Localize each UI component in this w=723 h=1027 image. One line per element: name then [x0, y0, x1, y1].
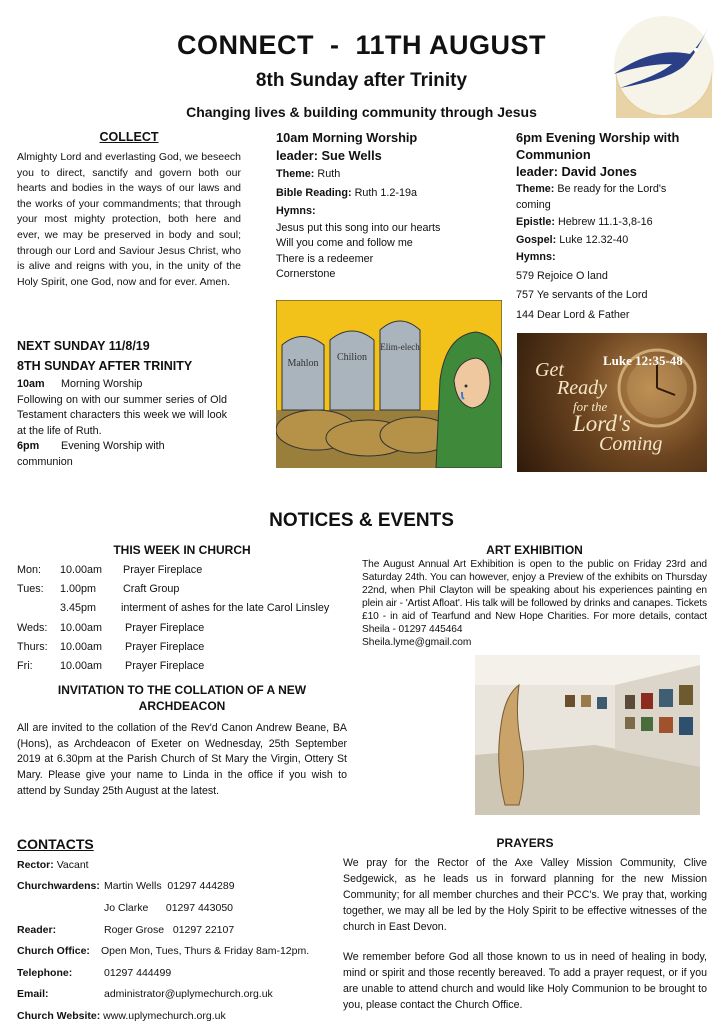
next-sunday-heading: NEXT SUNDAY 11/8/19: [17, 339, 150, 353]
schedule-row: [17, 618, 347, 637]
art-email: Sheila.lyme@gmail.com: [362, 637, 472, 649]
art-text: The August Annual Art Exhibition is open to the public on Friday 23rd and Saturday 24th. You can however, enjoy a Preview of the exhibits on Thursday 22nd, when Phil Clayton will be speaking about his experiences painting en plein air - 'Artist Afloat'. His talk will be followed by drinks and canapes. Tickets £10 - in aid of Tearfund and New Hope Charities. For more details, contact Sheila - 01297 445464: [362, 559, 707, 635]
collect-heading: COLLECT: [99, 130, 159, 144]
schedule-event: Prayer Fireplace: [125, 660, 205, 673]
poster-ref: Luke 12:35-48: [603, 353, 683, 368]
collect-text: Almighty Lord and everlasting God, we beseech you to direct, sanctify and govern both our hearts and bodies in the ways of our laws and the works of your commandments; that through your most mighty protection, both here and ever, we may be preserved in body and soul; through our Lord and Saviour Jesus Christ, who is alive and reigns with you, in the unity of the Holy Spirit, one God, now and for ever. Amen.: [17, 151, 241, 288]
schedule-time: 10.00am: [60, 660, 103, 673]
contact-value: Vacant: [56, 858, 89, 871]
theme-label: Theme:: [516, 183, 555, 195]
evening-leader: leader: David Jones: [516, 164, 637, 179]
schedule-row: [17, 579, 347, 598]
prayers-heading: PRAYERS: [496, 836, 554, 850]
contact-value: 01297 444499: [104, 966, 172, 979]
page-subtitle: 8th Sunday after Trinity: [255, 70, 468, 91]
contact-label: Rector:: [17, 858, 54, 871]
schedule-time: 1.00pm: [60, 582, 97, 595]
poster-line: Coming: [599, 433, 663, 455]
evening-theme-cont: coming: [516, 198, 551, 211]
schedule-event: Prayer Fireplace: [123, 563, 203, 576]
notices-title: NOTICES & EVENTS: [269, 510, 454, 531]
morning-hymn: Jesus put this song into our hearts: [276, 221, 441, 234]
schedule-row: [17, 560, 347, 579]
contact-value: Roger Grose 01297 22107: [104, 923, 235, 936]
poster-line: Get: [535, 359, 564, 381]
prayers-text: We remember before God all those known to us in need of healing in body, mind or spirit and those recently bereaved. To add a prayer request, or if you are unable to attend church and would like Holy Communion to be brought to you, please contact the Church Office.: [343, 951, 707, 1011]
schedule-day: Tues:: [17, 582, 44, 595]
art-heading: ART EXHIBITION: [486, 543, 583, 557]
email-link[interactable]: administrator@uplymechurch.org.uk: [104, 988, 273, 1001]
contact-label: Reader:: [17, 923, 57, 936]
next-time-1: 10am: [17, 378, 45, 390]
schedule-event: Craft Group: [123, 582, 180, 595]
schedule-event: interment of ashes for the late Carol Linsley: [121, 602, 330, 615]
contact-value: Jo Clarke 01297 443050: [104, 901, 234, 914]
next-service-1: Morning Worship: [61, 378, 143, 390]
website-link[interactable]: www.uplymechurch.org.uk: [103, 1009, 226, 1022]
next-service-2: Evening Worship with: [61, 440, 165, 453]
contact-value: Martin Wells 01297 444289: [104, 880, 235, 893]
morning-heading: 10am Morning Worship: [276, 130, 418, 145]
next-sunday-subheading: 8TH SUNDAY AFTER TRINITY: [17, 359, 193, 373]
schedule-time: 3.45pm: [60, 602, 97, 615]
collation-heading-cont: ARCHDEACON: [138, 699, 226, 713]
schedule-time: 10.00am: [60, 563, 103, 576]
evening-gospel: Luke 12.32-40: [559, 233, 629, 246]
contact-label: Telephone:: [17, 966, 73, 979]
morning-hymn: Cornerstone: [276, 268, 336, 280]
evening-theme: Be ready for the Lord's: [557, 183, 667, 195]
morning-hymn: Will you come and follow me: [276, 237, 413, 249]
schedule-row: [17, 599, 347, 618]
contact-label: Church Office:: [17, 945, 90, 958]
stone-label: Mahlon: [287, 358, 319, 369]
gallery-photo-image: [475, 655, 700, 815]
hymns-label: Hymns:: [276, 205, 316, 217]
schedule-time: 10.00am: [60, 640, 103, 653]
epistle-label: Epistle:: [516, 216, 555, 228]
evening-heading-cont: Communion: [516, 147, 591, 162]
schedule-time: 10.00am: [60, 621, 103, 634]
schedule-day: Mon:: [17, 563, 42, 576]
swallow-logo-icon: [612, 14, 716, 118]
schedule-day: Weds:: [17, 621, 48, 634]
gospel-label: Gospel:: [516, 233, 557, 246]
luke-poster-image: [517, 333, 707, 472]
contact-label: Church Website:: [17, 1009, 101, 1022]
stone-label: Chilion: [336, 352, 368, 363]
morning-reading: Ruth 1.2-19a: [354, 186, 418, 199]
collation-heading: INVITATION TO THE COLLATION OF A NEW: [57, 683, 307, 697]
hymns-label: Hymns:: [516, 251, 556, 263]
evening-epistle: Hebrew 11.1-3,8-16: [558, 216, 653, 228]
tagline: Changing lives & building community through Jesus: [186, 104, 537, 120]
schedule-row: [17, 656, 347, 675]
schedule-row: [17, 637, 347, 656]
morning-leader: leader: Sue Wells: [276, 148, 382, 163]
ruth-cartoon-image: [276, 300, 502, 468]
poster-line: Lord's: [573, 411, 631, 436]
theme-label: Theme:: [276, 168, 315, 180]
week-schedule: [17, 560, 347, 676]
contact-label: Churchwardens:: [17, 880, 100, 893]
next-description: Following on with our summer series of Old Testament characters this week we will look at the life of Ruth.: [17, 393, 227, 437]
evening-hymn: 144 Dear Lord & Father: [516, 308, 630, 321]
poster-line: Ready: [557, 377, 607, 399]
week-heading: THIS WEEK IN CHURCH: [113, 543, 251, 557]
schedule-day: Thurs:: [17, 640, 48, 653]
schedule-event: Prayer Fireplace: [125, 621, 205, 634]
next-time-2: 6pm: [17, 440, 40, 453]
next-service-2-cont: communion: [17, 455, 73, 468]
schedule-event: Prayer Fireplace: [125, 640, 205, 653]
stone-label: Elim-elech: [380, 342, 420, 352]
prayers-text: We pray for the Rector of the Axe Valley Mission Community, Clive Sedgewick, as he leads us in forward planning for the new Mission Community; for all member churches and their PCC's. We pray that, working together, we may all be led by the Holy Spirit to be effective witnesses of the church in East Devon.: [343, 857, 707, 933]
morning-hymn: There is a redeemer: [276, 252, 374, 265]
poster-line: for the: [573, 399, 608, 414]
evening-hymn: 757 Ye servants of the Lord: [516, 289, 648, 301]
reading-label: Bible Reading:: [276, 186, 352, 199]
morning-theme: Ruth: [317, 168, 341, 180]
contacts-heading: CONTACTS: [17, 836, 94, 852]
schedule-day: Fri:: [17, 660, 33, 673]
contact-label: Email:: [17, 988, 49, 1001]
contact-value: Open Mon, Tues, Thurs & Friday 8am-12pm.: [101, 945, 310, 958]
evening-hymn: 579 Rejoice O land: [516, 269, 608, 282]
evening-heading: 6pm Evening Worship with: [516, 130, 680, 145]
page-title: CONNECT - 11TH AUGUST: [176, 30, 547, 60]
collation-text: All are invited to the collation of the Rev'd Canon Andrew Beane, BA (Hons), as Archdeacon of Exeter on Wednesday, 25th September 2019 at 6.30pm at the Parish Church of St Mary the Virgin, Ottery St Mary. Please give your name to Linda in the office if you wish to attend by Sunday 25th August at the latest.: [17, 722, 347, 797]
